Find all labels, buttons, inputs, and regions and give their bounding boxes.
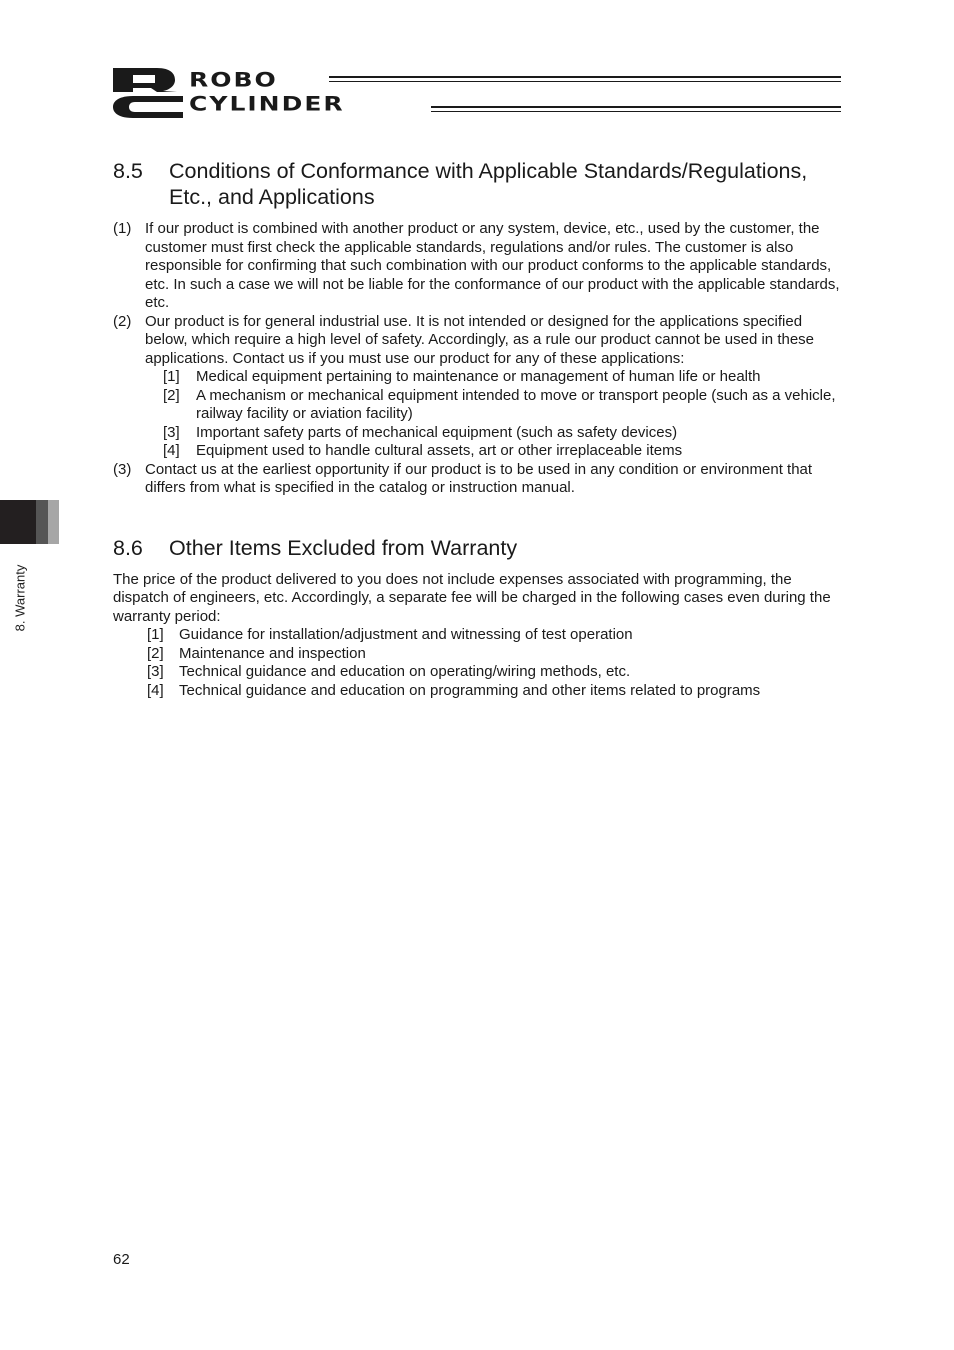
sub-list-item — [113, 663, 843, 682]
section-8-5-heading — [113, 158, 843, 210]
sub-list-item — [113, 424, 843, 443]
robo-cylinder-logo — [113, 68, 843, 120]
sub-list-text: Technical guidance and education on operating/wiring methods, etc. — [179, 663, 631, 680]
sub-list-item — [113, 368, 843, 387]
sub-list-marker: [3] — [163, 423, 180, 441]
header-rule-top — [329, 76, 841, 78]
sub-list-item — [113, 442, 843, 461]
list-marker: (2) — [113, 312, 132, 330]
sub-list-text: Important safety parts of mechanical equipment (such as safety devices) — [196, 423, 678, 441]
sub-list-marker: [3] — [147, 663, 164, 680]
rc-logo-mark-icon — [113, 68, 185, 118]
list-item — [113, 220, 843, 313]
sub-list-item — [113, 626, 843, 645]
sub-list-text: Medical equipment pertaining to maintenance or management of human life or health — [196, 368, 761, 385]
logo-text-cylinder: CYLINDER — [189, 92, 345, 116]
logo-text-robo: ROBO — [189, 68, 278, 92]
page-content — [113, 158, 843, 700]
chapter-tab-label: 8. Warranty — [12, 564, 28, 632]
sub-list-text: Equipment used to handle cultural assets, art or other irreplaceable items — [196, 442, 683, 459]
chapter-tab-mid — [36, 500, 48, 544]
section-title: Other Items Excluded from Warranty — [169, 535, 518, 560]
list-text: Our product is for general industrial use. It is not intended or designed for the applications specified below, which require a high level of safety. Accordingly, as a rule our product cannot be used in these applications. Contact us if you must use our product for any of these applications: — [145, 312, 815, 367]
chapter-tab-light — [48, 500, 59, 544]
sub-list-marker: [1] — [163, 368, 180, 385]
header-rule-bottom — [431, 106, 841, 108]
list-marker: (3) — [113, 460, 132, 478]
chapter-tab-dark — [0, 500, 36, 544]
list-item — [113, 313, 843, 369]
sub-list-text: Technical guidance and education on programming and other items related to programs — [179, 681, 761, 699]
list-text: Contact us at the earliest opportunity if our product is to be used in any condition or environment that differs from what is specified in the catalog or instruction manual. — [145, 460, 813, 496]
sub-list-marker: [4] — [147, 681, 164, 699]
section-title: Conditions of Conformance with Applicable Standards/Regulations, Etc., and Applications — [169, 159, 808, 209]
list-text: If our product is combined with another product or any system, device, etc., used by the customer, the customer must first check the applicable standards, regulations and/or rules. The customer is also responsible for confirming that such combination with our product conforms to the applicable standards, etc. In such a case we will not be liable for the conformance of our product with the applicable standards, etc. — [145, 220, 840, 311]
list-marker: (1) — [113, 220, 132, 237]
page-number: 62 — [113, 1251, 130, 1268]
sub-list-marker: [2] — [163, 386, 180, 404]
sub-list-item — [113, 645, 843, 664]
sub-list-marker: [4] — [163, 442, 180, 459]
header-rule-bottom-thin — [431, 111, 841, 112]
section-number: 8.6 — [113, 535, 143, 560]
sub-list-marker: [2] — [147, 644, 164, 662]
section-8-6-heading — [113, 535, 843, 561]
sub-list-text: A mechanism or mechanical equipment intended to move or transport people (such as a vehicle, railway facility or aviation facility) — [196, 386, 836, 422]
list-item — [113, 461, 843, 498]
header-rule-top-thin — [329, 81, 841, 82]
sub-list-item — [113, 387, 843, 424]
section-8-6-intro: The price of the product delivered to you does not include expenses associated with programming, the dispatch of engineers, etc. Accordingly, a separate fee will be charged in the following cases even during the warranty period: — [113, 570, 831, 625]
sub-list-text: Maintenance and inspection — [179, 644, 366, 662]
sub-list-marker: [1] — [147, 626, 164, 643]
sub-list-text: Guidance for installation/adjustment and witnessing of test operation — [179, 626, 633, 643]
section-number: 8.5 — [113, 159, 143, 183]
sub-list-item — [113, 682, 843, 701]
